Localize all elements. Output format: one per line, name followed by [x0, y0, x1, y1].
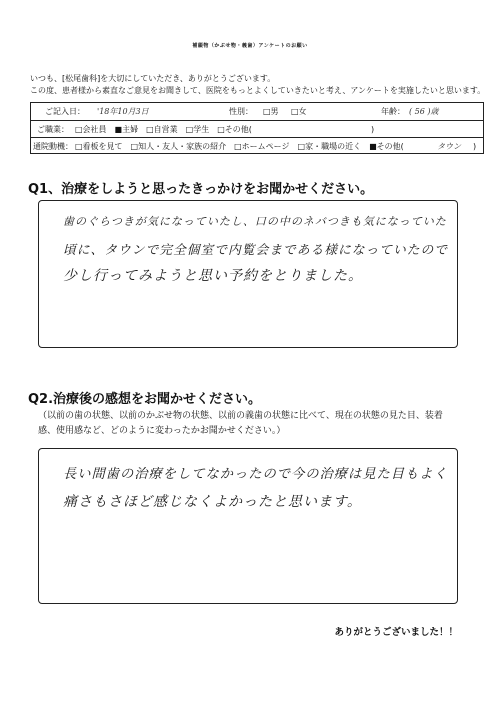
age-value[interactable]: ( 56 )歳 — [409, 107, 439, 116]
job-close-paren: ) — [371, 125, 375, 134]
q1-answer-line: 頃に、タウンで完全個室で内覧会まである様になっていたので — [63, 243, 448, 258]
info-row-date — [31, 103, 483, 120]
date-label: ご記入日： — [45, 107, 85, 116]
q1-answer-line: 歯のぐらつきが気になっていたし、口の中のネバつきも気になっていた — [63, 215, 447, 228]
info-row-motive — [31, 137, 483, 154]
q2-heading: Q2.治療後の感想をお聞かせください。 — [28, 392, 262, 407]
q1-heading: Q1、治療をしようと思ったきっかけをお聞かせください。 — [28, 182, 374, 197]
q2-answer-line: 痛さもさほど感じなくよかったと思います。 — [63, 494, 362, 510]
intro-line-2: この度、患者様から素直なご意見をお聞きして、医院をもっとよくしていきたいと考え、アンケートを実施したいと思います。 — [30, 86, 486, 95]
gender-label: 性別： — [229, 107, 253, 116]
motive-close-paren: ) — [473, 142, 477, 151]
page-title: 補綴物（かぶせ物・義歯）アンケートのお願い — [192, 43, 308, 49]
thanks-message: ありがとうございました！！ — [334, 627, 458, 638]
motive-options[interactable]: □看板を見て □知人・友人・家族の紹介 □ホームページ □家・職場の近く ■その他( — [75, 142, 404, 151]
motive-label: 通院動機： — [33, 142, 73, 151]
date-value[interactable]: '18年10月3日 — [97, 107, 149, 116]
q2-note-line-1: （以前の歯の状態、以前のかぶせ物の状態、以前の義歯の状態に比べて、現在の状態の見た目、装着 — [38, 411, 443, 421]
q2-answer-box[interactable] — [38, 448, 458, 604]
age-label: 年齢： — [381, 107, 405, 116]
respondent-info-table — [30, 102, 484, 154]
q2-answer-line: 長い間歯の治療をしてなかったので今の治療は見た目もよく — [63, 467, 448, 482]
intro-line-1: いつも、[松尾歯科]を大切にしていただき、ありがとうございます。 — [30, 74, 276, 83]
q2-note-line-2: 感、使用感など、どのように変わったかお聞かせください。） — [38, 426, 286, 436]
info-row-job — [31, 120, 483, 137]
motive-other-value[interactable]: タウン — [437, 142, 461, 151]
gender-female-checkbox[interactable]: □女 — [291, 107, 307, 116]
job-label: ご職業： — [37, 125, 69, 134]
job-options[interactable]: □会社員 ■主婦 □自営業 □学生 □その他( — [75, 125, 252, 134]
q1-answer-box[interactable] — [38, 200, 458, 348]
q1-answer-line: 少し行ってみようと思い予約をとりました。 — [63, 268, 363, 284]
gender-male-checkbox[interactable]: □男 — [263, 107, 279, 116]
